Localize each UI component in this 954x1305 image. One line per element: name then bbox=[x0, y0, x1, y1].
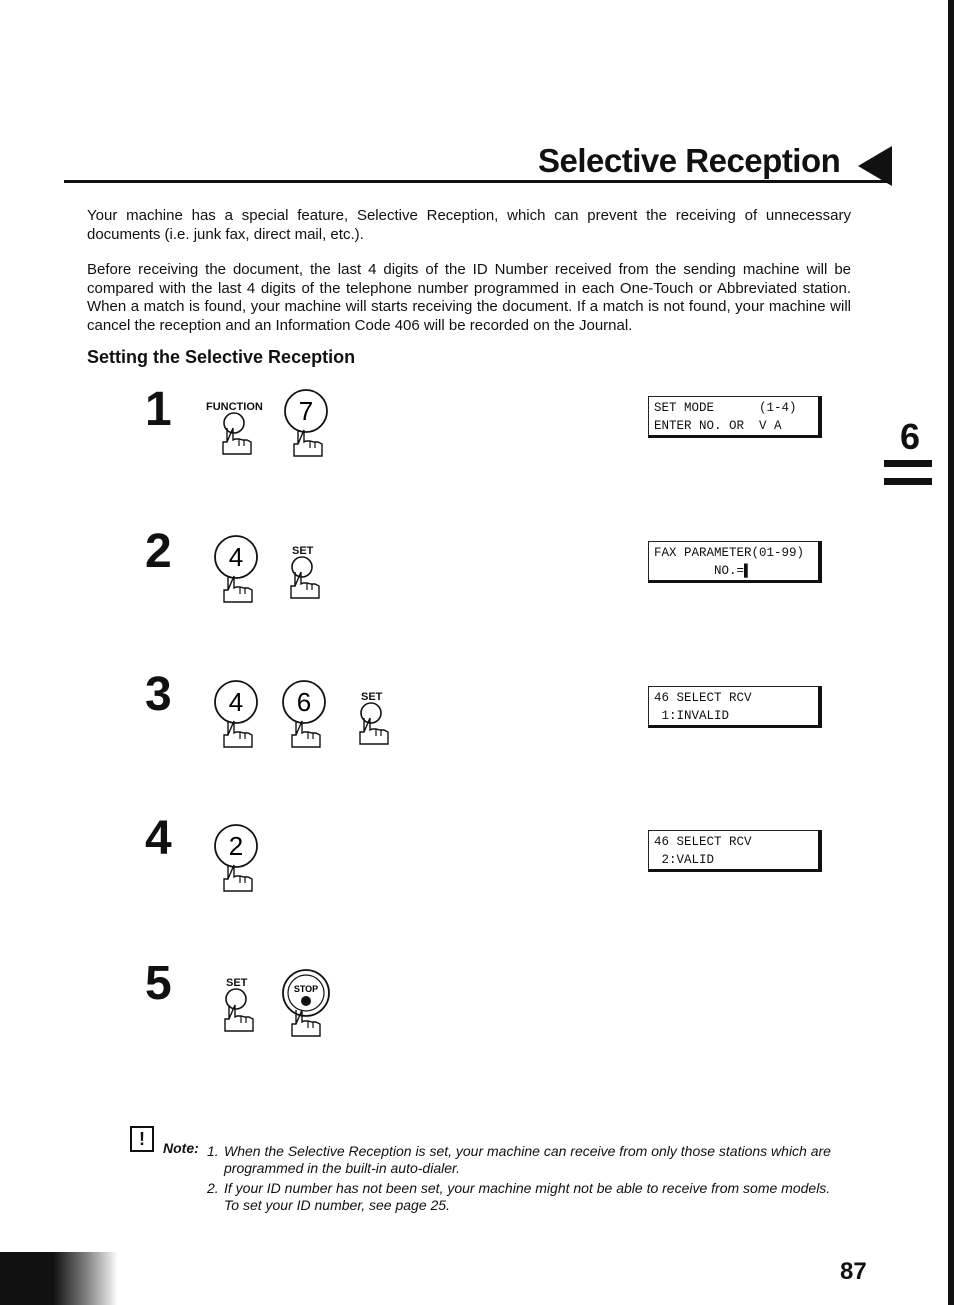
page-edge-bar bbox=[948, 0, 954, 1305]
note-icon: ! bbox=[130, 1126, 154, 1152]
key-6-button[interactable] bbox=[280, 679, 328, 749]
page-number: 87 bbox=[840, 1258, 867, 1285]
set-key-label: SET bbox=[361, 691, 383, 703]
key-4-button[interactable] bbox=[212, 534, 260, 604]
step-number: 2 bbox=[145, 525, 172, 578]
key-7-label: 7 bbox=[298, 396, 314, 426]
key-7-button[interactable] bbox=[282, 388, 330, 458]
note-label: Note: bbox=[163, 1140, 199, 1156]
note-item-text bbox=[224, 1143, 844, 1177]
key-6-label: 6 bbox=[296, 687, 312, 717]
lcd-line-1: 46 SELECT RCV bbox=[654, 835, 752, 849]
note-item-line: To set your ID number, see page 25. bbox=[224, 1197, 450, 1213]
lcd-line-1: 46 SELECT RCV bbox=[654, 691, 752, 705]
stop-key-button[interactable] bbox=[280, 968, 332, 1038]
lcd-line-2: ENTER NO. OR V A bbox=[654, 419, 782, 433]
set-key-button-icon[interactable] bbox=[355, 702, 389, 748]
lcd-line-2: NO.=▌ bbox=[654, 564, 752, 578]
note-item-number: 1. bbox=[207, 1143, 219, 1159]
lcd-display-step-3 bbox=[648, 686, 822, 728]
lcd-display-step-4 bbox=[648, 830, 822, 872]
key-2-label: 2 bbox=[228, 831, 244, 861]
set-key-label: SET bbox=[292, 545, 314, 557]
lcd-line-1: FAX PARAMETER(01-99) bbox=[654, 546, 805, 560]
step-number: 4 bbox=[145, 812, 172, 865]
section-heading: Setting the Selective Reception bbox=[87, 347, 356, 367]
stop-key-label: STOP bbox=[293, 984, 319, 994]
note-item-text bbox=[224, 1180, 844, 1214]
lcd-display-step-1 bbox=[648, 396, 822, 438]
set-key-label: SET bbox=[226, 977, 248, 989]
note-item-line: programmed in the built-in auto-dialer. bbox=[224, 1160, 461, 1176]
key-4-button[interactable] bbox=[212, 679, 260, 749]
note-item-line: When the Selective Reception is set, your machine can receive from only those stations which are bbox=[224, 1143, 831, 1159]
corner-scan-mark bbox=[0, 1252, 118, 1305]
lcd-line-2: 1:INVALID bbox=[654, 709, 730, 723]
chapter-bar bbox=[884, 460, 932, 467]
set-key-button-icon[interactable] bbox=[286, 556, 320, 602]
lcd-display-step-2 bbox=[648, 541, 822, 583]
set-key-button-icon[interactable] bbox=[220, 988, 254, 1036]
step-number: 3 bbox=[145, 668, 172, 721]
function-key-label: FUNCTION bbox=[206, 401, 263, 413]
note-item-line: If your ID number has not been set, your machine might not be able to receive from some models. bbox=[224, 1180, 831, 1196]
lcd-line-1: SET MODE (1-4) bbox=[654, 401, 797, 415]
intro-paragraph-2: Before receiving the document, the last 4 digits of the ID Number received from the sending machine will be compared with the last 4 digits of the telephone number programmed in each One-Touch or Abbreviated station. When a match is found, your machine will starts receiving the document. If a match is not found, your machine will cancel the reception and an Information Code 406 will be recorded on the Journal. bbox=[87, 261, 851, 334]
step-number: 1 bbox=[145, 383, 172, 436]
chapter-number: 6 bbox=[899, 416, 920, 457]
stop-symbol-icon bbox=[301, 996, 311, 1006]
intro-paragraph-1: Your machine has a special feature, Selective Reception, which can prevent the receiving of unnecessary documents (i.e. junk fax, direct mail, etc.). bbox=[87, 207, 851, 243]
key-4-label: 4 bbox=[228, 542, 244, 572]
note-item-number: 2. bbox=[207, 1180, 219, 1196]
page-title: Selective Reception bbox=[538, 142, 841, 179]
title-rule bbox=[64, 180, 892, 183]
chapter-bar bbox=[884, 478, 932, 485]
lcd-line-2: 2:VALID bbox=[654, 853, 715, 867]
step-number: 5 bbox=[145, 957, 172, 1010]
function-key-button-icon[interactable] bbox=[220, 412, 254, 458]
key-4-label: 4 bbox=[228, 687, 244, 717]
key-2-button[interactable] bbox=[212, 823, 260, 893]
